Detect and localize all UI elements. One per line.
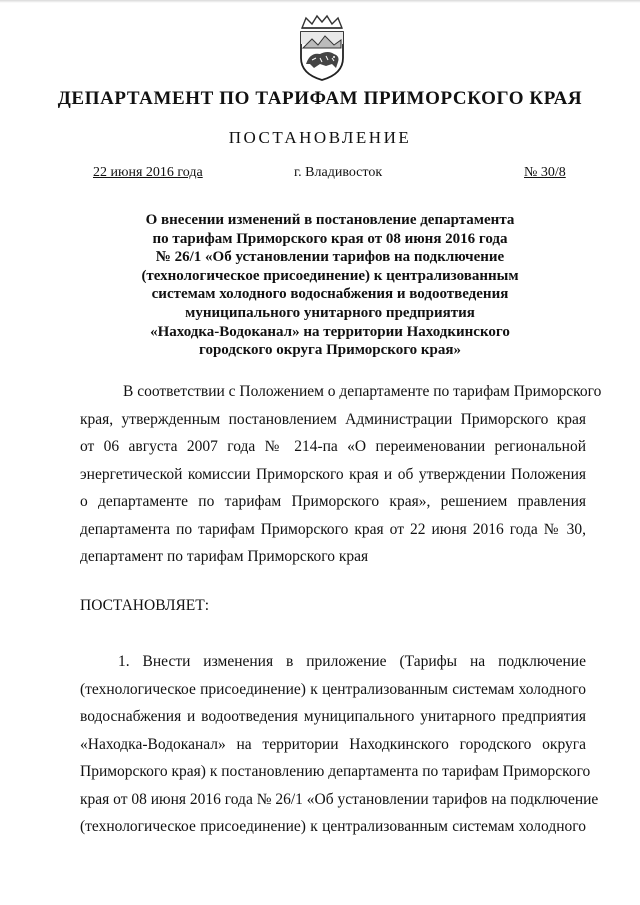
preamble-line: департамента по тарифам Приморского края от 22 июня 2016 года № 30,	[80, 520, 586, 538]
preamble-line: края, утвержденным постановлением Администрации Приморского края	[80, 410, 586, 428]
item-1-paragraph	[80, 648, 599, 841]
coat-of-arms-icon	[294, 14, 350, 82]
title-line: системам холодного водоснабжения и водоотведения	[151, 286, 509, 303]
item-line: (технологическое присоединение) к централизованным системам холодного	[80, 680, 586, 698]
title-line: по тарифам Приморского края от 08 июня 2016 года	[152, 230, 508, 247]
item-line: водоснабжения и водоотведения муниципального унитарного предприятия	[80, 708, 586, 725]
preamble-line: энергетической комиссии Приморского края и об утверждении Положения	[80, 465, 586, 483]
document-city: г. Владивосток	[294, 165, 383, 180]
title-line: «Находка-Водоканал» на территории Находкинского	[150, 323, 510, 340]
item-line: Приморского края) к постановлению департамента по тарифам Приморского	[80, 763, 591, 780]
preamble-paragraph	[80, 378, 602, 571]
document-type: ПОСТАНОВЛЕНИЕ	[228, 128, 412, 147]
document-title	[80, 211, 580, 360]
item-line: 1. Внести изменения в приложение (Тарифы на подключение	[118, 653, 586, 670]
preamble-line: департамент по тарифам Приморского края	[80, 548, 369, 565]
title-line: городского округа Приморского края»	[199, 342, 461, 359]
preamble-line: от 06 августа 2007 года № 214-па «О переименовании региональной	[80, 438, 586, 455]
title-line: О внесении изменений в постановление департамента	[145, 212, 515, 228]
title-line: (технологическое присоединение) к централизованным	[141, 267, 519, 284]
item-line: края от 08 июня 2016 года № 26/1 «Об установлении тарифов на подключение	[80, 790, 599, 808]
item-line: (технологическое присоединение) к централизованным системам холодного	[80, 818, 586, 835]
decree-word: ПОСТАНОВЛЯЕТ:	[80, 597, 210, 614]
organization-title: ДЕПАРТАМЕНТ ПО ТАРИФАМ ПРИМОРСКОГО КРАЯ	[57, 88, 583, 109]
scan-edge	[0, 0, 640, 3]
item-line: «Находка-Водоканал» на территории Находкинского городского округа	[80, 735, 586, 753]
document-number: № 30/8	[524, 165, 566, 180]
preamble-line: В соответствии с Положением о департаменте по тарифам Приморского	[123, 383, 602, 400]
title-line: № 26/1 «Об установлении тарифов на подключение	[155, 249, 505, 266]
document-date: 22 июня 2016 года	[93, 165, 203, 180]
title-line: муниципального унитарного предприятия	[185, 304, 475, 321]
preamble-line: о департаменте по тарифам Приморского края», решением правления	[80, 493, 586, 510]
